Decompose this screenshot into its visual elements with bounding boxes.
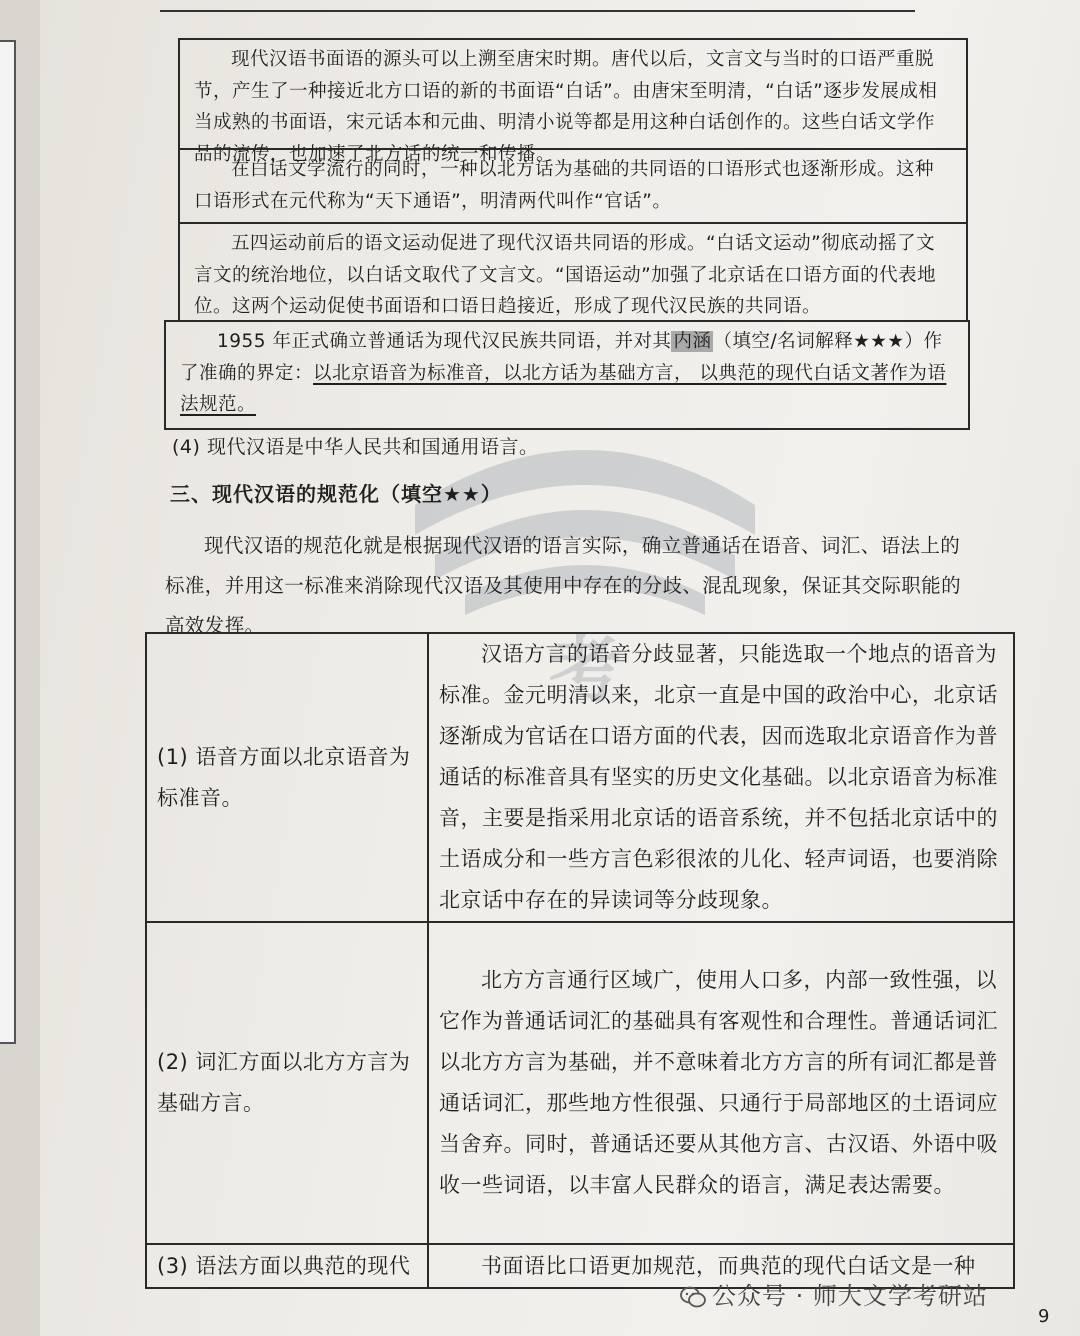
definition-box <box>164 320 970 430</box>
intro-paragraph <box>165 526 970 646</box>
table-cell-right <box>428 922 1014 1244</box>
history-box-2 <box>178 148 968 224</box>
box-text: 五四运动前后的语文运动促进了现代汉语共同语的形成。“白话文运动”彻底动摇了文言文的统治地位，以白话文取代了文言文。“国语运动”加强了北京话在口语方面的代表地位。这两个运动促使书面语和口语日趋接近，形成了现代汉民族的共同语。 <box>194 233 937 317</box>
wechat-footer <box>680 1276 988 1311</box>
definition-text-a: 1955 年正式确立普通话为现代汉民族共同语，并对其 <box>217 331 672 352</box>
header-rule <box>160 10 915 12</box>
table-cell-left: (3) 语法方面以典范的现代 <box>146 1244 428 1288</box>
standards-table <box>145 632 1015 1289</box>
table-cell-right <box>428 633 1014 922</box>
table-cell-left: (2) 词汇方面以北方方言为基础方言。 <box>146 922 428 1244</box>
footer-text: 公众号 · 师大文学考研站 <box>712 1282 988 1310</box>
left-page-edge <box>0 40 16 1044</box>
history-box-3 <box>178 222 968 322</box>
box-text: 现代汉语书面语的源头可以上溯至唐宋时期。唐代以后，文言文与当时的口语严重脱节，产生了一种接近北方口语的新的书面语“白话”。由唐宋至明清，“白话”逐步发展成相当成熟的书面语，宋元话本和元曲、明清小说等都是用这种白话创作的。这些白话文学作品的流传，也加速了北方话的统一和传播。 <box>194 49 938 165</box>
underlined-definition: 以北京语音为标准音，以北方话为基础方言， 以典范的现代白话文著作为语法规范。 <box>180 362 947 415</box>
history-box-1 <box>178 38 968 165</box>
table-row <box>146 633 1014 922</box>
cell-text: 北方方言通行区域广，使用人口多，内部一致性强，以它作为普通话词汇的基础具有客观性和合理性。普通话词汇以北方方言为基础，并不意味着北方方言的所有词汇都是普通话词汇，那些地方性很强、只通行于局部地区的土语词应当舍弃。同时，普通话还要从其他方言、古汉语、外语中吸收一些词语，以丰富人民群众的语言，满足表达需要。 <box>439 968 998 1197</box>
definition-text <box>180 326 954 421</box>
highlight-term: 内涵 <box>673 331 712 352</box>
box-text: 在白话文学流行的同时，一种以北方话为基础的共同语的口语形式也逐渐形成。这种口语形式在元代称为“天下通语”，明清两代叫作“官话”。 <box>194 159 935 212</box>
intro-text: 现代汉语的规范化就是根据现代汉语的语言实际，确立普通话在语音、词汇、语法上的标准，并用这一标准来消除现代汉语及其使用中存在的分歧、混乱现象，保证其交际职能的高效发挥。 <box>165 534 962 637</box>
cell-text: 书面语比口语更加规范，而典范的现代白话文是一种 <box>481 1253 976 1278</box>
table-cell-left: (1) 语音方面以北京语音为标准音。 <box>146 633 428 922</box>
wechat-icon <box>680 1286 706 1308</box>
table-row <box>146 922 1014 1244</box>
cell-text: 汉语方言的语音分歧显著，只能选取一个地点的语音为标准。金元明清以来，北京一直是中国的政治中心，北京话逐渐成为官话在口语方面的代表，因而选取北京语音作为普通话的标准音具有坚实的历史文化基础。以北京语音为标准音，主要是指采用北京话的语音系统，并不包括北京话中的土语成分和一些方言色彩很浓的儿化、轻声词语，也要消除北京话中存在的异读词等分歧现象。 <box>439 642 998 912</box>
point-4: (4) 现代汉语是中华人民共和国通用语言。 <box>172 436 539 458</box>
section-heading: 三、现代汉语的规范化（填空★★） <box>170 482 502 506</box>
page-number: 9 <box>1038 1306 1050 1327</box>
definition-text-b: （填空/名词解释★★★）作了准确的界定： <box>180 331 943 384</box>
